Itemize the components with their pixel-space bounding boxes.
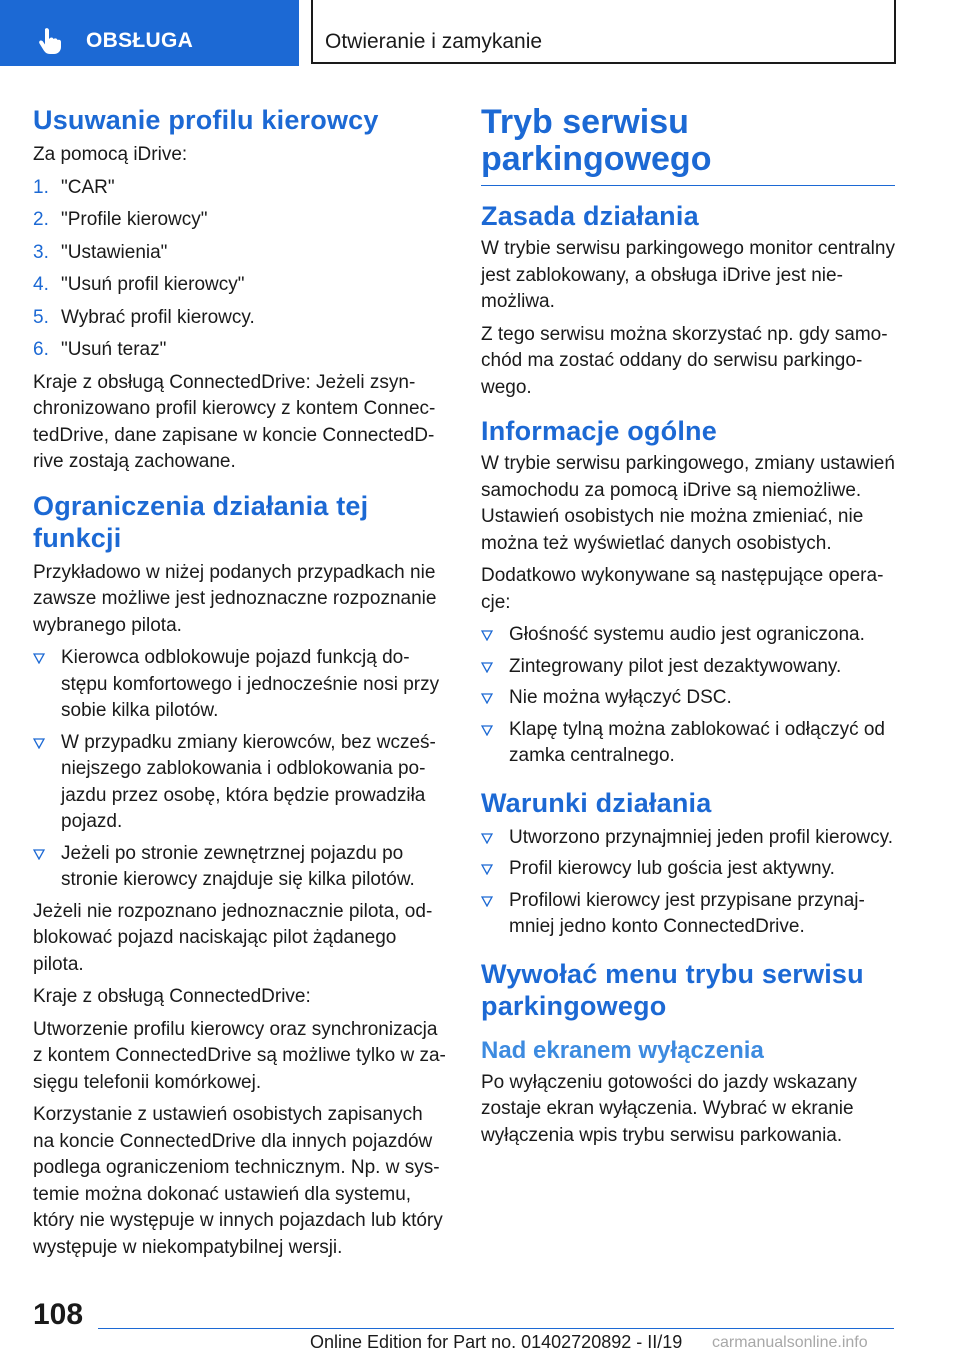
triangle-bullet-icon: [33, 730, 61, 836]
list-item: Klapę tylną można zablokować i odłączyć od zamka centralnego.: [481, 717, 895, 770]
list-item: Nie można wyłączyć DSC.: [481, 685, 895, 712]
triangle-bullet-icon: [481, 825, 509, 852]
limits-paragraph-1: Jeżeli nie rozpoznano jednoznacznie pilota, odblokować pojazd naciskając pilot żądanego pilota.: [33, 900, 433, 975]
triangle-bullet-icon: [481, 685, 509, 712]
page-number: 108: [33, 1298, 84, 1331]
hand-pointer-icon: [36, 27, 66, 55]
triangle-bullet-icon: [33, 841, 61, 894]
watermark-text: carmanualsonline.info: [712, 1334, 868, 1351]
limits-intro: Przykładowo w niżej podanych przypadkach nie zawsze możliwe jest jednoznaczne rozpoznanie wybranego pilota.: [33, 561, 437, 636]
list-item: 6. "Usuń teraz": [33, 339, 167, 360]
list-item: Utworzono przynajmniej jeden profil kierowcy.: [481, 825, 895, 852]
footer-edition-text: Online Edition for Part no. 01402720892 - II/19: [310, 1332, 683, 1352]
list-item: Profilowi kierowcy jest przypisane przynajmniej jedno konto ConnectedDrive.: [481, 888, 895, 941]
right-column: [481, 104, 895, 1149]
limits-paragraph-2: Kraje z obsługą ConnectedDrive:: [33, 986, 311, 1007]
triangle-bullet-icon: [481, 856, 509, 883]
list-item: 3. "Ustawienia": [33, 241, 168, 263]
limits-heading: Ograniczenia działania tej funkcji: [33, 490, 369, 553]
list-item: 2. "Profile kierowcy": [33, 209, 208, 230]
general-paragraph-1: W trybie serwisu parkingowego, zmiany ustawień samochodu za pomocą iDrive są niemożliwe. Ustawień osobistych nie można zmieniać, nie można też wyświetlać danych osobistych.: [481, 453, 895, 554]
principle-paragraph-2: Z tego serwisu można skorzystać np. gdy samochód ma zostać oddany do serwisu parkingowego.: [481, 323, 888, 398]
footer-divider: [98, 1328, 894, 1329]
general-heading: Informacje ogólne: [481, 416, 717, 446]
list-item: Profil kierowcy lub gościa jest aktywny.: [481, 856, 895, 883]
principle-paragraph-1: W trybie serwisu parkingowego monitor centralny jest zablokowany, a obsługa iDrive jest niemożliwa.: [481, 238, 895, 312]
list-item: W przypadku zmiany kierowców, bez wcześniejszego zablokowania i odblokowania pojazdu przez osobę, która będzie prowadziła pojazd.: [33, 730, 447, 836]
delete-profile-note: Kraje z obsługą ConnectedDrive: Jeżeli zsynchronizowano profil kierowcy z kontem ConnectedDrive, dane zapisane w koncie ConnectedDrive zostają zachowane.: [33, 371, 436, 472]
triangle-bullet-icon: [481, 717, 509, 770]
limits-paragraph-4: Korzystanie z ustawień osobistych zapisanych na koncie ConnectedDrive dla innych pojazdów podlega ograniczeniom technicznym. Np. w systemie można dokonać ustawień dla systemu, który nie występuje w innych pojazdach lub który występuje w niekompatybilnej wersji.: [33, 1104, 443, 1258]
list-item: 5. Wybrać profil kierowcy.: [33, 306, 255, 328]
list-item: Zintegrowany pilot jest dezaktywowany.: [481, 654, 895, 681]
triangle-bullet-icon: [481, 888, 509, 941]
header-section-label: OBSŁUGA: [86, 29, 194, 52]
limits-paragraph-3: Utworzenie profilu kierowcy oraz synchronizacja z kontem ConnectedDrive są możliwe tylko w zasięgu telefonii komórkowej.: [33, 1018, 446, 1093]
triangle-bullet-icon: [33, 645, 61, 725]
header-chapter-tab: [311, 0, 896, 64]
left-column: [33, 104, 447, 1261]
list-item: Kierowca odblokowuje pojazd funkcją dostępu komfortowego i jednocześnie nosi przy sobie kilka pilotów.: [33, 645, 447, 725]
triangle-bullet-icon: [481, 654, 509, 681]
conditions-list: [481, 825, 895, 941]
shutdown-paragraph: Po wyłączeniu gotowości do jazdy wskazany zostaje ekran wyłączenia. Wybrać w ekranie wyłączenia wpis trybu serwisu parkowania.: [481, 1071, 857, 1146]
main-title: Tryb serwisu parkingowego: [481, 103, 712, 178]
list-item: 4. "Usuń profil kierowcy": [33, 274, 245, 295]
general-list: [481, 622, 895, 770]
header-chapter-label: Otwieranie i zamykanie: [325, 30, 543, 53]
limits-list: [33, 645, 447, 894]
list-item: Głośność systemu audio jest ograniczona.: [481, 622, 895, 649]
delete-profile-heading: Usuwanie profilu kierowcy: [33, 105, 379, 135]
list-item: Jeżeli po stronie zewnętrznej pojazdu po stronie kierowcy znajduje się kilka pilotów.: [33, 841, 447, 894]
delete-profile-intro: Za pomocą iDrive:: [33, 144, 188, 165]
list-item: 1. "CAR": [33, 176, 115, 198]
header-section-tab: [0, 0, 299, 66]
conditions-heading: Warunki działania: [481, 787, 712, 818]
principle-heading: Zasada działania: [481, 201, 699, 231]
general-paragraph-2: Dodatkowo wykonywane są następujące operacje:: [481, 565, 884, 613]
shutdown-heading: Nad ekranem wyłączenia: [481, 1036, 764, 1064]
triangle-bullet-icon: [481, 622, 509, 649]
menu-heading: Wywołać menu trybu serwisu parkingowego: [481, 958, 864, 1021]
delete-steps-list: [33, 175, 447, 364]
